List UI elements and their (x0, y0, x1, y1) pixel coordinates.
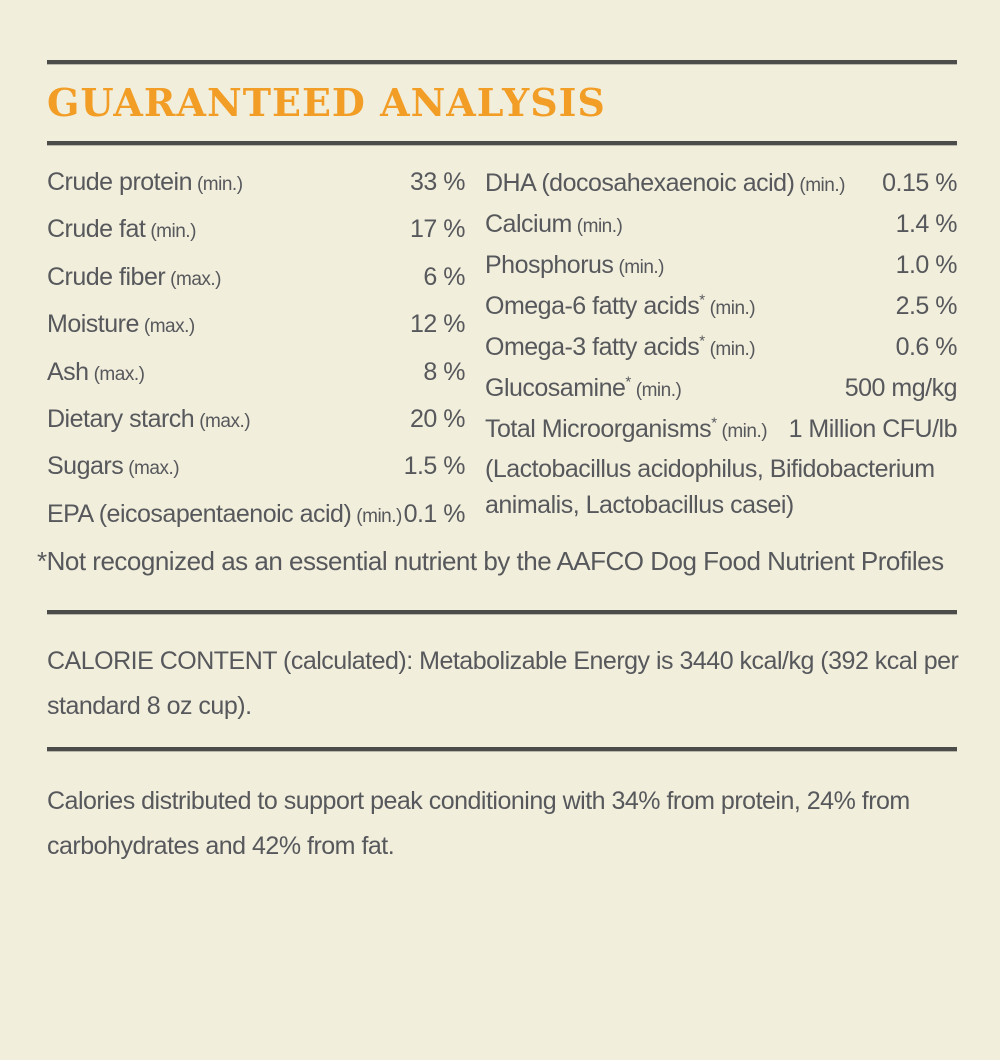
nutrient-qualifier: (min.) (635, 380, 682, 401)
nutrient-value: 1.5 % (403, 452, 465, 481)
nutrient-qualifier: (max.) (93, 363, 145, 385)
row-total-microorganisms (485, 410, 957, 451)
nutrient-label: EPA (eicosapentaenoic acid) (min.) (47, 499, 402, 528)
row-crude-fat (47, 207, 465, 254)
nutrient-label: Total Microorganisms* (min.) (485, 414, 768, 443)
row-moisture (47, 302, 465, 349)
nutrient-qualifier: (max.) (143, 316, 195, 338)
nutrient-value: 0.6 % (895, 333, 957, 361)
nutrient-qualifier: (max.) (199, 411, 251, 433)
row-omega6 (485, 287, 957, 328)
nutrient-label: Ash (max.) (47, 357, 145, 386)
nutrient-qualifier: (min.) (150, 221, 196, 243)
calorie-distribution-paragraph (47, 779, 957, 869)
nutrient-label: Calcium (min.) (485, 210, 623, 238)
nutrient-label: Dietary starch (max.) (47, 405, 251, 434)
nutrient-value: 0.15 % (882, 169, 957, 197)
row-glucosamine (485, 369, 957, 410)
nutrient-label: Sugars (max.) (47, 452, 180, 481)
nutrient-qualifier: (max.) (128, 458, 180, 480)
calorie-content-paragraph (47, 639, 957, 729)
nutrient-value: 20 % (410, 405, 465, 434)
calorie-distribution-line: carbohydrates and 42% from fat. (47, 832, 395, 861)
row-dietary-starch (47, 397, 465, 444)
divider-calorie-distribution (47, 747, 957, 752)
nutrient-value: 12 % (410, 310, 465, 339)
row-epa (47, 492, 465, 539)
row-phosphorus (485, 246, 957, 287)
nutrient-label: Crude fiber (max.) (47, 262, 221, 291)
guaranteed-analysis-panel (0, 60, 1000, 1060)
nutrient-value: 2.5 % (895, 292, 957, 320)
row-sugars (47, 444, 465, 491)
row-ash (47, 350, 465, 397)
nutrient-label: Moisture (max.) (47, 310, 195, 339)
species-line: (Lactobacillus acidophilus, Bifidobacterium (485, 455, 935, 483)
calorie-distribution-line: Calories distributed to support peak conditioning with 34% from protein, 24% from (47, 787, 910, 816)
nutrient-value: 1.0 % (895, 251, 957, 279)
analysis-column-right (485, 160, 957, 539)
divider-under-title (47, 141, 957, 146)
nutrient-label: DHA (docosahexaenoic acid) (min.) (485, 169, 845, 197)
nutrient-value: 0.1 % (403, 499, 465, 528)
nutrient-qualifier: (min.) (356, 505, 402, 527)
nutrient-qualifier: (min.) (799, 175, 845, 196)
divider-top (47, 60, 957, 65)
nutrient-value: 33 % (410, 168, 465, 196)
nutrient-value: 8 % (423, 357, 465, 386)
calorie-content-line: standard 8 oz cup). (47, 692, 252, 721)
nutrient-qualifier: (min.) (709, 298, 756, 319)
nutrient-label: Phosphorus (min.) (485, 251, 664, 279)
calorie-content-line: CALORIE CONTENT (calculated): Metabolizable Energy is 3440 kcal/kg (392 kcal per (47, 647, 959, 676)
row-crude-protein (47, 160, 465, 207)
row-dha (485, 164, 957, 205)
nutrient-value: 1 Million CFU/lb (788, 415, 957, 443)
nutrient-qualifier: (min.) (721, 421, 768, 442)
nutrient-qualifier: (min.) (709, 339, 756, 360)
row-omega3 (485, 328, 957, 369)
nutrient-qualifier: (max.) (170, 268, 221, 290)
nutrient-label: Omega-6 fatty acids* (min.) (485, 291, 756, 320)
nutrient-label: Crude fat (min.) (47, 215, 196, 244)
aafco-footnote: *Not recognized as an essential nutrient by the AAFCO Dog Food Nutrient Profiles (37, 546, 944, 577)
divider-calorie-content (47, 610, 957, 615)
nutrient-qualifier: (min.) (196, 174, 243, 195)
footnote-asterisk: * (699, 291, 705, 309)
nutrient-label: Omega-3 fatty acids* (min.) (485, 332, 756, 361)
nutrient-qualifier: (min.) (618, 257, 664, 278)
footnote-asterisk: * (699, 332, 705, 350)
nutrient-value: 6 % (423, 262, 465, 291)
analysis-column-left (47, 160, 465, 539)
nutrient-qualifier: (min.) (576, 216, 623, 237)
panel-title: GUARANTEED ANALYSIS (47, 80, 606, 125)
nutrient-value: 17 % (410, 215, 465, 244)
microorganisms-species-list (485, 451, 957, 523)
footnote-asterisk: * (625, 373, 631, 391)
analysis-table (47, 160, 957, 539)
row-crude-fiber (47, 255, 465, 302)
nutrient-value: 1.4 % (895, 210, 957, 238)
row-calcium (485, 205, 957, 246)
species-line: animalis, Lactobacillus casei) (485, 491, 794, 519)
nutrient-label: Glucosamine* (min.) (485, 373, 682, 402)
nutrient-label: Crude protein (min.) (47, 168, 243, 196)
footnote-asterisk: * (711, 414, 717, 432)
nutrient-value: 500 mg/kg (844, 374, 957, 402)
